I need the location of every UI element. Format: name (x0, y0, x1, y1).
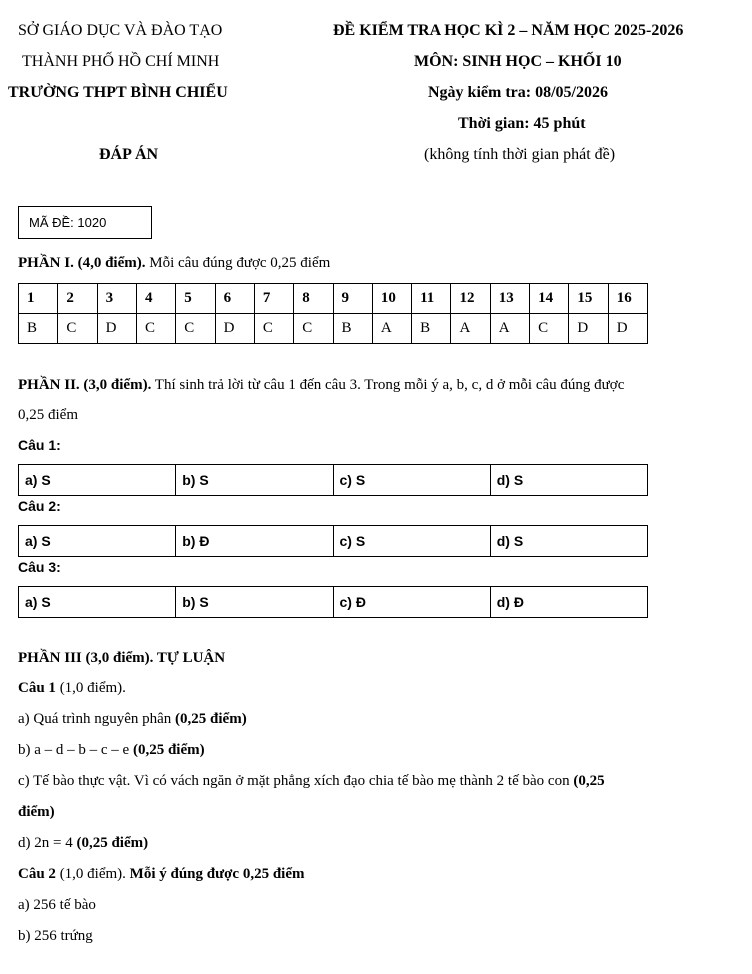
answer-cell: a) S (19, 587, 176, 618)
answer-cell: C (136, 314, 175, 344)
question-number-cell: 16 (608, 284, 647, 314)
part2-question-3-answers (19, 587, 648, 618)
exam-title: ĐỀ KIỂM TRA HỌC KÌ 2 – NĂM HỌC 2025-2026 (333, 22, 684, 39)
part2-question-1-answers (19, 465, 648, 496)
answer-cell: C (530, 314, 569, 344)
answer-cell: B (333, 314, 372, 344)
part1-heading (18, 255, 330, 272)
question-number-cell: 14 (530, 284, 569, 314)
answer-cell: A (372, 314, 411, 344)
answer-key-label: ĐÁP ÁN (99, 146, 159, 163)
part2-question-2-answers (19, 526, 648, 557)
part3-q2-label: Câu 2 (18, 866, 56, 882)
part3-q2-note: Mỗi ý đúng được 0,25 điểm (129, 866, 305, 882)
answer-points: (0,25 điểm) (76, 835, 149, 851)
part2-question-3-table (18, 586, 648, 618)
question-number-cell: 9 (333, 284, 372, 314)
question-number-cell: 13 (490, 284, 529, 314)
answer-text: b) a – d – b – c – e (18, 742, 133, 758)
answer-cell: c) S (333, 465, 490, 496)
part2-instruction: Thí sinh trả lời từ câu 1 đến câu 3. Trong mỗi ý a, b, c, d ở mỗi câu đúng được (151, 377, 625, 393)
answer-cell: C (254, 314, 293, 344)
exam-code-box (18, 206, 152, 239)
answer-text: c) Tế bào thực vật. Vì có vách ngăn ở mặt phẳng xích đạo chia tế bào mẹ thành 2 tế bào con (18, 773, 574, 789)
question-number-cell: 6 (215, 284, 254, 314)
answer-cell: d) S (490, 526, 647, 557)
part1-title: PHẦN I. (4,0 điểm). (18, 255, 146, 271)
answer-cell: A (451, 314, 490, 344)
answer-cell: c) Đ (333, 587, 490, 618)
part3-q1-d (18, 835, 148, 852)
answer-cell: C (58, 314, 97, 344)
answer-cell: d) Đ (490, 587, 647, 618)
part3-q1-heading (18, 680, 126, 697)
exam-code: MÃ ĐỀ: 1020 (29, 215, 107, 230)
answer-cell: B (19, 314, 58, 344)
subject-line: MÔN: SINH HỌC – KHỐI 10 (414, 53, 622, 70)
answer-points: (0,25 (573, 773, 605, 789)
answer-cell: D (215, 314, 254, 344)
department-name: SỞ GIÁO DỤC VÀ ĐÀO TẠO (18, 22, 223, 39)
part3-q2-points: (1,0 điểm). (55, 866, 130, 882)
school-name: TRƯỜNG THPT BÌNH CHIỂU (8, 84, 228, 101)
part3-q2-b: b) 256 trứng (18, 928, 93, 944)
part2-question-2-label: Câu 2: (18, 498, 61, 514)
question-number-cell: 1 (19, 284, 58, 314)
part1-instruction: Mỗi câu đúng được 0,25 điểm (145, 255, 331, 271)
part1-answer-table (18, 283, 648, 344)
answer-cell: C (176, 314, 215, 344)
question-number-cell: 8 (294, 284, 333, 314)
part3-q1-a (18, 711, 247, 728)
duration-note: (không tính thời gian phát đề) (424, 146, 616, 163)
question-number-cell: 15 (569, 284, 608, 314)
exam-date: Ngày kiểm tra: 08/05/2026 (428, 84, 608, 101)
answer-cell: b) S (176, 465, 333, 496)
answer-row (19, 314, 648, 344)
question-number-row (19, 284, 648, 314)
answer-cell: b) S (176, 587, 333, 618)
question-number-cell: 12 (451, 284, 490, 314)
part3-q1-c-points-cont: điểm) (18, 804, 55, 820)
question-number-cell: 7 (254, 284, 293, 314)
part2-question-2-table (18, 525, 648, 557)
answer-text: a) Quá trình nguyên phân (18, 711, 176, 727)
part3-title: PHẦN III (3,0 điểm). TỰ LUẬN (18, 650, 226, 666)
answer-cell: D (569, 314, 608, 344)
part2-instruction-line2: 0,25 điểm (18, 407, 78, 423)
part2-question-1-table (18, 464, 648, 496)
answer-cell: D (97, 314, 136, 344)
answer-cell: c) S (333, 526, 490, 557)
question-number-cell: 10 (372, 284, 411, 314)
part3-q1-c (18, 773, 605, 790)
part2-question-1-label: Câu 1: (18, 437, 61, 453)
answer-cell: C (294, 314, 333, 344)
part2-title: PHẦN II. (3,0 điểm). (18, 377, 152, 393)
answer-cell: A (490, 314, 529, 344)
answer-points: (0,25 điểm) (132, 742, 205, 758)
answer-points: (0,25 điểm) (175, 711, 247, 727)
part2-question-3-label: Câu 3: (18, 559, 61, 575)
part3-q2-heading (18, 866, 305, 883)
part3-q1-points: (1,0 điểm). (55, 680, 126, 696)
part3-q1-b (18, 742, 205, 759)
part2-heading (18, 377, 624, 394)
part3-q1-label: Câu 1 (18, 680, 56, 696)
answer-cell: a) S (19, 526, 176, 557)
city-name: THÀNH PHỐ HỒ CHÍ MINH (22, 53, 220, 70)
exam-duration: Thời gian: 45 phút (458, 115, 586, 132)
part3-q2-a: a) 256 tế bào (18, 897, 96, 913)
answer-cell: d) S (490, 465, 647, 496)
answer-cell: a) S (19, 465, 176, 496)
question-number-cell: 2 (58, 284, 97, 314)
question-number-cell: 3 (97, 284, 136, 314)
question-number-cell: 11 (412, 284, 451, 314)
answer-text: d) 2n = 4 (18, 835, 77, 851)
question-number-cell: 5 (176, 284, 215, 314)
answer-cell: B (412, 314, 451, 344)
question-number-cell: 4 (136, 284, 175, 314)
answer-cell: b) Đ (176, 526, 333, 557)
answer-cell: D (608, 314, 647, 344)
